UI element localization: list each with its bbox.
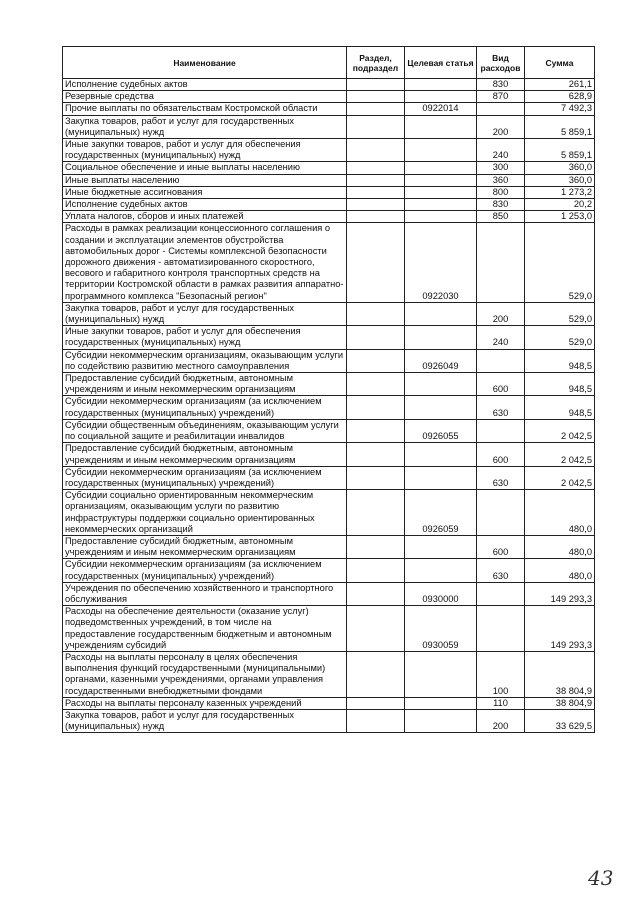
cell-type: 200 — [477, 709, 525, 732]
cell-type — [477, 223, 525, 302]
cell-target: 0926049 — [405, 349, 477, 372]
cell-name: Субсидии некоммерческим организациям (за исключением государственных (муниципальных) учреждений) — [63, 559, 347, 582]
header-target: Целевая статья — [405, 47, 477, 79]
cell-section — [347, 396, 405, 419]
cell-section — [347, 162, 405, 174]
cell-sum: 33 629,5 — [525, 709, 595, 732]
cell-target — [405, 199, 477, 211]
cell-name: Субсидии некоммерческим организациям, оказывающим услуги по содействию развитию местного самоуправления — [63, 349, 347, 372]
cell-sum: 38 804,9 — [525, 697, 595, 709]
cell-name: Исполнение судебных актов — [63, 79, 347, 91]
header-row — [63, 47, 595, 79]
cell-section — [347, 223, 405, 302]
table-row — [63, 606, 595, 652]
cell-sum: 480,0 — [525, 535, 595, 558]
cell-sum: 2 042,5 — [525, 419, 595, 442]
table-body — [63, 79, 595, 733]
cell-name: Закупка товаров, работ и услуг для государственных (муниципальных) нужд — [63, 115, 347, 138]
cell-type: 200 — [477, 115, 525, 138]
page-number: 43 — [588, 866, 614, 890]
cell-type: 110 — [477, 697, 525, 709]
cell-target: 0922030 — [405, 223, 477, 302]
header-type: Вид расходов — [477, 47, 525, 79]
cell-name: Предоставление субсидий бюджетным, автономным учреждениям и иным некоммерческим организациям — [63, 373, 347, 396]
cell-sum: 628,9 — [525, 91, 595, 103]
cell-sum: 948,5 — [525, 396, 595, 419]
cell-type: 850 — [477, 211, 525, 223]
cell-type: 630 — [477, 466, 525, 489]
cell-target — [405, 79, 477, 91]
table-row — [63, 709, 595, 732]
cell-sum: 2 042,5 — [525, 466, 595, 489]
cell-sum: 360,0 — [525, 162, 595, 174]
table-row — [63, 115, 595, 138]
cell-sum: 2 042,5 — [525, 443, 595, 466]
table-row — [63, 162, 595, 174]
cell-name: Закупка товаров, работ и услуг для государственных (муниципальных) нужд — [63, 709, 347, 732]
table-row — [63, 326, 595, 349]
cell-target: 0926059 — [405, 490, 477, 536]
cell-target — [405, 91, 477, 103]
table-row — [63, 199, 595, 211]
cell-sum: 20,2 — [525, 199, 595, 211]
cell-type — [477, 490, 525, 536]
table-row — [63, 697, 595, 709]
cell-section — [347, 103, 405, 115]
header-sum: Сумма — [525, 47, 595, 79]
table-row — [63, 490, 595, 536]
cell-section — [347, 535, 405, 558]
cell-type — [477, 582, 525, 605]
cell-sum: 5 859,1 — [525, 115, 595, 138]
cell-name: Субсидии некоммерческим организациям (за исключением государственных (муниципальных) учреждений) — [63, 466, 347, 489]
cell-section — [347, 139, 405, 162]
cell-target: 0922014 — [405, 103, 477, 115]
cell-target — [405, 211, 477, 223]
cell-name: Исполнение судебных актов — [63, 199, 347, 211]
cell-type: 240 — [477, 326, 525, 349]
cell-sum: 948,5 — [525, 373, 595, 396]
table-row — [63, 186, 595, 198]
cell-target — [405, 535, 477, 558]
cell-sum: 149 293,3 — [525, 606, 595, 652]
cell-type — [477, 606, 525, 652]
cell-type: 200 — [477, 302, 525, 325]
cell-target — [405, 139, 477, 162]
cell-section — [347, 302, 405, 325]
table-row — [63, 466, 595, 489]
cell-target: 0930000 — [405, 582, 477, 605]
cell-section — [347, 349, 405, 372]
cell-target — [405, 697, 477, 709]
cell-name: Резервные средства — [63, 91, 347, 103]
cell-section — [347, 211, 405, 223]
table-row — [63, 419, 595, 442]
table-row — [63, 651, 595, 697]
cell-sum: 1 273,2 — [525, 186, 595, 198]
cell-section — [347, 186, 405, 198]
table-row — [63, 582, 595, 605]
table-row — [63, 79, 595, 91]
cell-target — [405, 186, 477, 198]
cell-name: Социальное обеспечение и иные выплаты населению — [63, 162, 347, 174]
cell-target — [405, 559, 477, 582]
cell-target — [405, 174, 477, 186]
cell-target — [405, 302, 477, 325]
cell-section — [347, 709, 405, 732]
cell-sum: 261,1 — [525, 79, 595, 91]
cell-name: Закупка товаров, работ и услуг для государственных (муниципальных) нужд — [63, 302, 347, 325]
cell-type: 240 — [477, 139, 525, 162]
cell-section — [347, 490, 405, 536]
cell-section — [347, 326, 405, 349]
cell-name: Иные бюджетные ассигнования — [63, 186, 347, 198]
cell-name: Иные закупки товаров, работ и услуг для обеспечения государственных (муниципальных) нужд — [63, 139, 347, 162]
table-row — [63, 373, 595, 396]
cell-target — [405, 115, 477, 138]
table-row — [63, 174, 595, 186]
cell-type: 630 — [477, 396, 525, 419]
cell-sum: 360,0 — [525, 174, 595, 186]
cell-sum: 529,0 — [525, 223, 595, 302]
cell-target — [405, 162, 477, 174]
cell-sum: 529,0 — [525, 302, 595, 325]
cell-section — [347, 697, 405, 709]
cell-section — [347, 559, 405, 582]
table-row — [63, 535, 595, 558]
cell-name: Уплата налогов, сборов и иных платежей — [63, 211, 347, 223]
cell-type: 600 — [477, 373, 525, 396]
cell-type: 100 — [477, 651, 525, 697]
cell-target: 0930059 — [405, 606, 477, 652]
cell-name: Учреждения по обеспечению хозяйственного и транспортного обслуживания — [63, 582, 347, 605]
cell-type: 600 — [477, 535, 525, 558]
cell-name: Предоставление субсидий бюджетным, автономным учреждениям и иным некоммерческим организациям — [63, 535, 347, 558]
cell-type: 630 — [477, 559, 525, 582]
cell-name: Иные закупки товаров, работ и услуг для обеспечения государственных (муниципальных) нужд — [63, 326, 347, 349]
cell-sum: 38 804,9 — [525, 651, 595, 697]
cell-target — [405, 396, 477, 419]
cell-section — [347, 174, 405, 186]
cell-target — [405, 373, 477, 396]
cell-type — [477, 419, 525, 442]
cell-section — [347, 373, 405, 396]
cell-name: Прочие выплаты по обязательствам Костромской области — [63, 103, 347, 115]
table-row — [63, 211, 595, 223]
cell-type — [477, 349, 525, 372]
cell-target — [405, 326, 477, 349]
cell-name: Субсидии социально ориентированным некоммерческим организациям, оказывающим услуги по развитию инфраструктуры поддержки социально ориентированных некоммерческих организаций — [63, 490, 347, 536]
cell-type — [477, 103, 525, 115]
cell-type: 300 — [477, 162, 525, 174]
cell-name: Субсидии общественным объединениям, оказывающим услуги по социальной защите и реабилитации инвалидов — [63, 419, 347, 442]
cell-sum: 5 859,1 — [525, 139, 595, 162]
budget-table — [62, 46, 595, 733]
cell-target — [405, 443, 477, 466]
cell-type: 600 — [477, 443, 525, 466]
cell-target — [405, 709, 477, 732]
cell-sum: 149 293,3 — [525, 582, 595, 605]
cell-section — [347, 582, 405, 605]
cell-sum: 480,0 — [525, 559, 595, 582]
cell-name: Расходы на обеспечение деятельности (оказание услуг) подведомственных учреждений, в том числе на предоставление государственным бюджетным и автономным учреждениям субсидий — [63, 606, 347, 652]
cell-section — [347, 79, 405, 91]
cell-type: 830 — [477, 79, 525, 91]
cell-section — [347, 466, 405, 489]
table-row — [63, 559, 595, 582]
cell-target — [405, 651, 477, 697]
cell-sum: 1 253,0 — [525, 211, 595, 223]
cell-section — [347, 91, 405, 103]
cell-section — [347, 443, 405, 466]
cell-sum: 948,5 — [525, 349, 595, 372]
cell-type: 830 — [477, 199, 525, 211]
table-row — [63, 396, 595, 419]
cell-name: Расходы на выплаты персоналу в целях обеспечения выполнения функций государственными (муниципальными) органами, казенными учреждениями, органами управления государственными внебюджетными фондами — [63, 651, 347, 697]
cell-target — [405, 466, 477, 489]
table-row — [63, 91, 595, 103]
table-row — [63, 103, 595, 115]
cell-sum: 480,0 — [525, 490, 595, 536]
cell-type: 800 — [477, 186, 525, 198]
table-row — [63, 443, 595, 466]
cell-section — [347, 199, 405, 211]
table-row — [63, 139, 595, 162]
cell-section — [347, 651, 405, 697]
header-name: Наименование — [63, 47, 347, 79]
cell-name: Расходы в рамках реализации концессионного соглашения о создании и эксплуатации элементов обустройства автомобильных дорог - Системы комплексной безопасности дорожного движения - автоматизированного скоростного, весового и габаритного контроля транспортных средств на территории Костромской области в рамках развития аппаратно-программного комплекса "Безопасный регион" — [63, 223, 347, 302]
cell-type: 360 — [477, 174, 525, 186]
cell-target: 0926055 — [405, 419, 477, 442]
cell-section — [347, 419, 405, 442]
cell-section — [347, 606, 405, 652]
table-row — [63, 349, 595, 372]
table-row — [63, 223, 595, 302]
table-header — [63, 47, 595, 79]
cell-sum: 529,0 — [525, 326, 595, 349]
cell-name: Расходы на выплаты персоналу казенных учреждений — [63, 697, 347, 709]
cell-type: 870 — [477, 91, 525, 103]
table-row — [63, 302, 595, 325]
header-section: Раздел, подраздел — [347, 47, 405, 79]
cell-sum: 7 492,3 — [525, 103, 595, 115]
cell-name: Субсидии некоммерческим организациям (за исключением государственных (муниципальных) учреждений) — [63, 396, 347, 419]
cell-name: Предоставление субсидий бюджетным, автономным учреждениям и иным некоммерческим организациям — [63, 443, 347, 466]
cell-section — [347, 115, 405, 138]
cell-name: Иные выплаты населению — [63, 174, 347, 186]
